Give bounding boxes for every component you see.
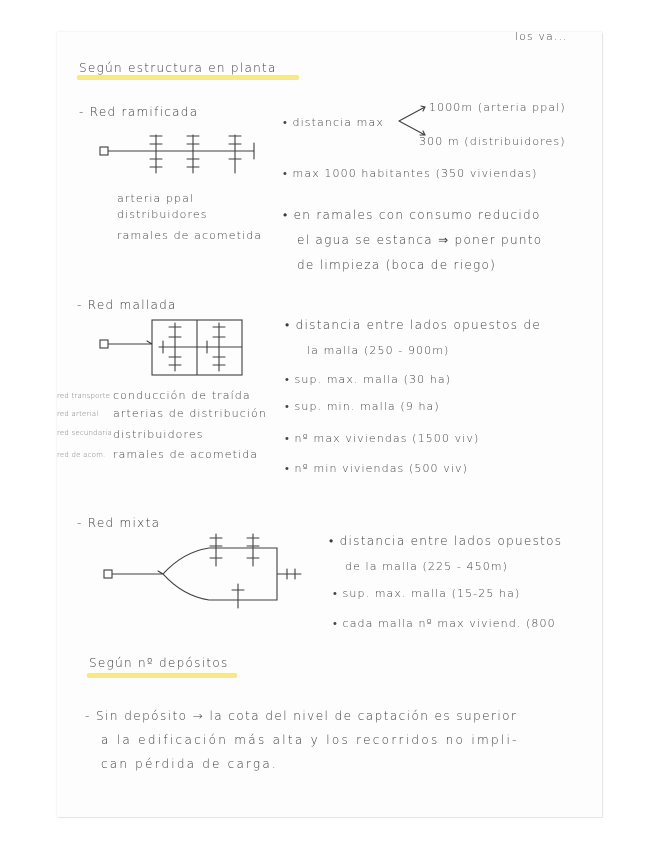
ramificada-title: - Red ramificada: [79, 105, 199, 119]
mallada-row-4: ramales de acometida: [113, 448, 259, 461]
mallada-nota-2: la malla (250 - 900m): [307, 344, 450, 357]
ramificada-nota-2: el agua se estanca ⇒ poner punto: [297, 233, 543, 247]
mallada-nota-3: • sup. max. malla (30 ha): [285, 373, 452, 386]
ramificada-diagram: [97, 127, 257, 187]
mixta-nota-4: • cada malla nº max viviend. (800: [333, 617, 556, 630]
mallada-nota-4: • sup. min. malla (9 ha): [285, 400, 440, 413]
ramificada-nota-1: • en ramales con consumo reducido: [283, 208, 541, 222]
label-ramales: ramales de acometida: [117, 229, 263, 242]
mallada-small-1: red transporte: [57, 392, 111, 400]
mixta-nota-1: • distancia entre lados opuestos: [329, 534, 563, 548]
ramificada-nota-3: de limpieza (boca de riego): [297, 258, 497, 272]
mixta-nota-2: de la malla (225 - 450m): [345, 560, 508, 573]
ramificada-distancia-b: 300 m (distribuidores): [419, 135, 566, 148]
bracket-arrows: [397, 104, 429, 138]
ramificada-distancia-a: 1000m (arteria ppal): [429, 101, 566, 114]
mallada-title: - Red mallada: [77, 298, 177, 312]
highlight-underline-2: [87, 673, 237, 678]
ramificada-distancia: • distancia max: [283, 116, 384, 129]
section2-line-2: a la edificación más alta y los recorridos no impli-: [101, 733, 519, 747]
ramificada-habitantes: • max 1000 habitantes (350 viviendas): [283, 167, 538, 180]
corner-text: los va...: [515, 32, 568, 43]
label-distribuidores: distribuidores: [117, 208, 208, 221]
mallada-nota-5: • nº max viviendas (1500 viv): [285, 432, 480, 445]
mallada-small-2: red arterial: [57, 410, 99, 418]
mallada-small-3: red secundaria: [57, 429, 113, 437]
mixta-diagram: [101, 532, 306, 612]
mallada-nota-6: • nº min viviendas (500 viv): [285, 462, 469, 475]
mallada-small-4: red de acom.: [57, 451, 106, 459]
section-heading: Según estructura en planta: [79, 61, 277, 75]
label-arteria: arteria ppal: [117, 192, 195, 205]
mallada-nota-1: • distancia entre lados opuestos de: [285, 318, 542, 332]
mallada-row-3: distribuidores: [113, 428, 204, 441]
mallada-row-1: conducción de traída: [113, 389, 251, 402]
mixta-title: - Red mixta: [77, 516, 161, 530]
highlight-underline: [77, 75, 299, 80]
mallada-row-2: arterias de distribución: [113, 407, 267, 420]
mixta-nota-3: • sup. max. malla (15-25 ha): [333, 587, 521, 600]
section2-heading: Según nº depósitos: [89, 656, 229, 670]
section2-line-3: can pérdida de carga.: [101, 757, 278, 771]
notebook-page: [57, 32, 602, 817]
section2-line-1: - Sin depósito → la cota del nivel de captación es superior: [85, 709, 518, 723]
mallada-diagram: [97, 317, 247, 379]
